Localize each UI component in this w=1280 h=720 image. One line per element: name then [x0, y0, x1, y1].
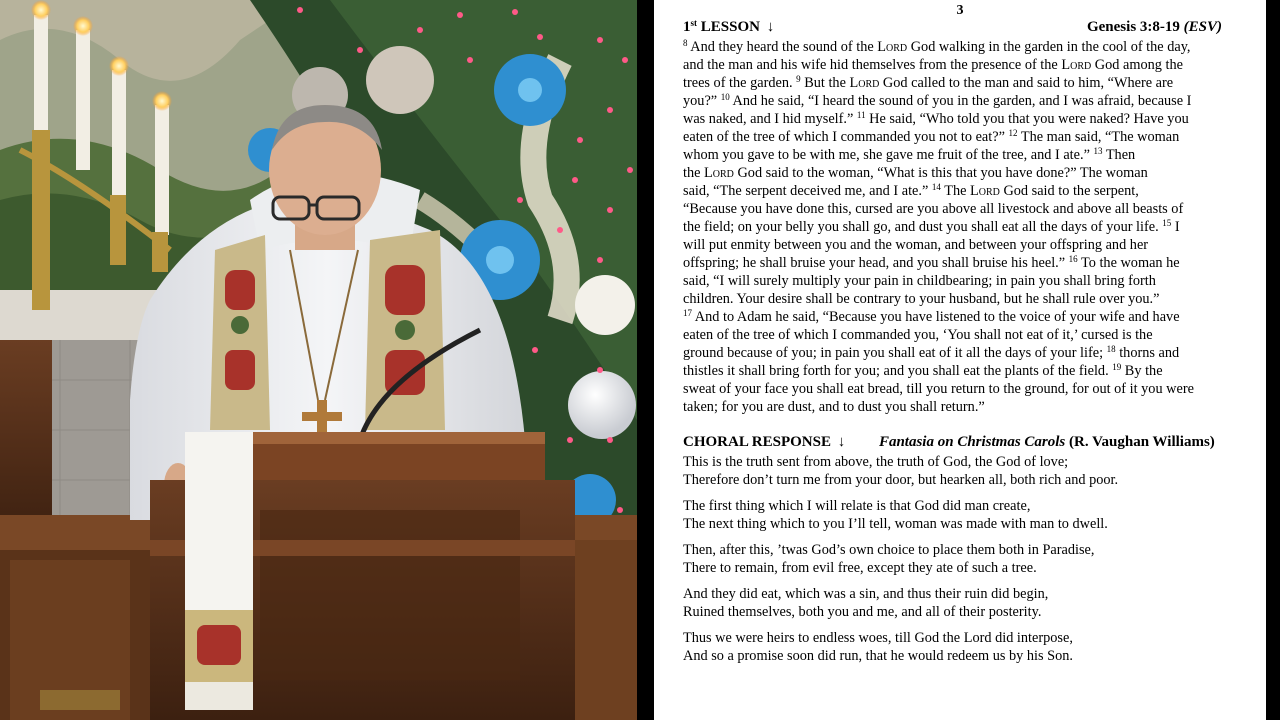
divine-name: Lord: [877, 39, 908, 55]
reading-text: whom you gave to be with me, she gave me fruit of the tree, and I ate.”: [683, 147, 1094, 163]
reading-text: The man said, “The woman: [1017, 129, 1180, 145]
lesson-heading-word: LESSON: [697, 19, 760, 35]
lyric-line: Ruined themselves, both you and me, and all of their posterity.: [683, 604, 1042, 620]
lesson-heading: [683, 19, 1222, 37]
lyric-line: There to remain, from evil free, except they ate of such a tree.: [683, 560, 1037, 576]
lyric-stanza: [683, 585, 1243, 621]
lesson-heading-sup: st: [690, 18, 697, 28]
reading-text: And he said, “I heard the sound of you in the garden, and I was afraid, because I: [729, 93, 1192, 109]
reading-text: To the woman he: [1077, 255, 1180, 271]
choral-composer: (R. Vaughan Williams): [1069, 434, 1215, 450]
reading-text: He said, “Who told you that you were naked? Have you: [865, 111, 1189, 127]
reading-line: [683, 398, 1223, 416]
reading-text: And to Adam he said, “Because you have listened to the voice of your wife and have: [692, 309, 1180, 325]
reading-text: I: [1171, 219, 1180, 235]
video-feed[interactable]: [0, 0, 637, 720]
lesson-version: (ESV): [1183, 19, 1222, 35]
reading-text: Then: [1102, 147, 1136, 163]
reading-line: [683, 74, 1223, 92]
reading-text: The: [940, 183, 971, 199]
verse-number: 9: [796, 74, 801, 84]
reading-line: [683, 326, 1223, 344]
verse-number: 15: [1162, 218, 1172, 228]
pulpit: [150, 432, 575, 720]
reading-text: By the: [1121, 363, 1163, 379]
verse-number: 8: [683, 38, 688, 48]
lyric-stanza: [683, 629, 1243, 665]
lyric-stanza: [683, 453, 1243, 489]
verse-number: 19: [1112, 362, 1122, 372]
choral-label: CHORAL RESPONSE: [683, 434, 831, 450]
divine-name: Lord: [849, 75, 880, 91]
verse-number: 17: [683, 308, 692, 318]
church-scene-image: [0, 0, 637, 720]
lyric-line: The next thing which to you I’ll tell, woman was made with man to dwell.: [683, 516, 1108, 532]
reading-line: [683, 38, 1223, 56]
divine-name: Lord: [970, 183, 1000, 199]
reading-line: [683, 164, 1223, 182]
reading-text: you?”: [683, 93, 721, 109]
reading-text: God walking in the garden in the cool of the day,: [907, 39, 1191, 55]
reading-text: trees of the garden.: [683, 75, 797, 91]
choral-title: Fantasia on Christmas Carols: [878, 434, 1066, 450]
reading-line: [683, 56, 1223, 74]
divine-name: Lord: [704, 165, 734, 181]
verse-number: 10: [720, 92, 730, 102]
lyric-line: Therefore don’t turn me from your door, but hearken all, both rich and poor.: [683, 472, 1119, 488]
page-number: 3: [956, 3, 964, 18]
verse-number: 18: [1106, 344, 1116, 354]
reading-text: thorns and: [1115, 345, 1180, 361]
verse-number: 11: [856, 110, 866, 120]
reading-line: [683, 146, 1223, 164]
reading-line: [683, 218, 1223, 236]
reading-text: God among the: [1091, 57, 1183, 73]
divine-name: Lord: [1061, 57, 1092, 73]
lyric-line: The first thing which I will relate is that God did man create,: [683, 498, 1031, 514]
reading-line: [683, 362, 1223, 380]
lesson-reference: Genesis 3:8-19: [1086, 19, 1180, 35]
reading-line: [683, 236, 1223, 254]
reading-line: [683, 344, 1223, 362]
verse-number: 12: [1008, 128, 1018, 138]
reading-text: God called to the man and said to him, “Where are: [879, 75, 1174, 91]
arrow-down-icon: ↓: [837, 434, 846, 450]
reading-text: will put enmity between you and the woman, and between your offspring and her: [683, 237, 1149, 253]
choral-lyrics: [683, 453, 1243, 673]
reading-text: eaten of the tree of which I commanded you, ‘You shall not eat of it,’ cursed is the: [683, 327, 1153, 343]
choral-heading: [683, 434, 1243, 451]
verse-number: 13: [1093, 146, 1103, 156]
reading-line: [683, 182, 1223, 200]
reading-line: [683, 308, 1223, 326]
reading-line: [683, 290, 1223, 308]
lyric-line: This is the truth sent from above, the truth of God, the God of love;: [683, 454, 1069, 470]
reading-line: [683, 380, 1223, 398]
bulletin-page: [654, 0, 1266, 720]
reading-text: God said to the woman, “What is this that you have done?” The woman: [733, 165, 1148, 181]
reading-line: [683, 92, 1223, 110]
frame-divider: [637, 0, 654, 720]
reading-text: was naked, and I hid myself.”: [683, 111, 857, 127]
reading-text: and the man and his wife hid themselves from the presence of the: [683, 57, 1062, 73]
frame-edge: [1266, 0, 1280, 720]
reading-text: eaten of the tree of which I commanded you not to eat?”: [683, 129, 1009, 145]
lyric-stanza: [683, 541, 1243, 577]
lyric-line: Then, after this, ’twas God’s own choice to place them both in Paradise,: [683, 542, 1095, 558]
reading-text: “Because you have done this, cursed are you above all livestock and above all beasts of: [683, 201, 1184, 217]
reading-text: said, “I will surely multiply your pain in childbearing; in pain you shall bring forth: [683, 273, 1156, 289]
reading-line: [683, 110, 1223, 128]
reading-text: thistles it shall bring forth for you; and you shall eat the plants of the field.: [683, 363, 1113, 379]
lyric-line: Thus we were heirs to endless woes, till God the Lord did interpose,: [683, 630, 1073, 646]
verse-number: 16: [1068, 254, 1078, 264]
lyric-line: And they did eat, which was a sin, and thus their ruin did begin,: [683, 586, 1049, 602]
reading-line: [683, 272, 1223, 290]
reading-text: the field; on your belly you shall go, and dust you shall eat all the days of your life.: [683, 219, 1163, 235]
reading-text: children. Your desire shall be contrary to your husband, but he shall rule over you.”: [683, 291, 1160, 307]
reading-text: And they heard the sound of the: [687, 39, 878, 55]
lesson-reading-text: [683, 38, 1223, 416]
reading-text: ground because of you; in pain you shall eat of it all the days of your life;: [683, 345, 1107, 361]
reading-line: [683, 128, 1223, 146]
reading-line: [683, 200, 1223, 218]
reading-text: offspring; he shall bruise your head, and you shall bruise his heel.”: [683, 255, 1069, 271]
lyric-stanza: [683, 497, 1243, 533]
reading-text: sweat of your face you shall eat bread, till you return to the ground, for out of it you were: [683, 381, 1194, 397]
lyric-line: And so a promise soon did run, that he would redeem us by his Son.: [683, 648, 1073, 664]
reading-text: But the: [800, 75, 850, 91]
verse-number: 14: [931, 182, 941, 192]
reading-text: God said to the serpent,: [999, 183, 1139, 199]
reading-line: [683, 254, 1223, 272]
reading-text: said, “The serpent deceived me, and I ate.”: [683, 183, 932, 199]
reading-text: the: [683, 165, 705, 181]
arrow-down-icon: ↓: [766, 19, 775, 35]
lesson-heading-num: 1: [683, 19, 691, 35]
reading-text: taken; for you are dust, and to dust you shall return.”: [683, 399, 985, 415]
